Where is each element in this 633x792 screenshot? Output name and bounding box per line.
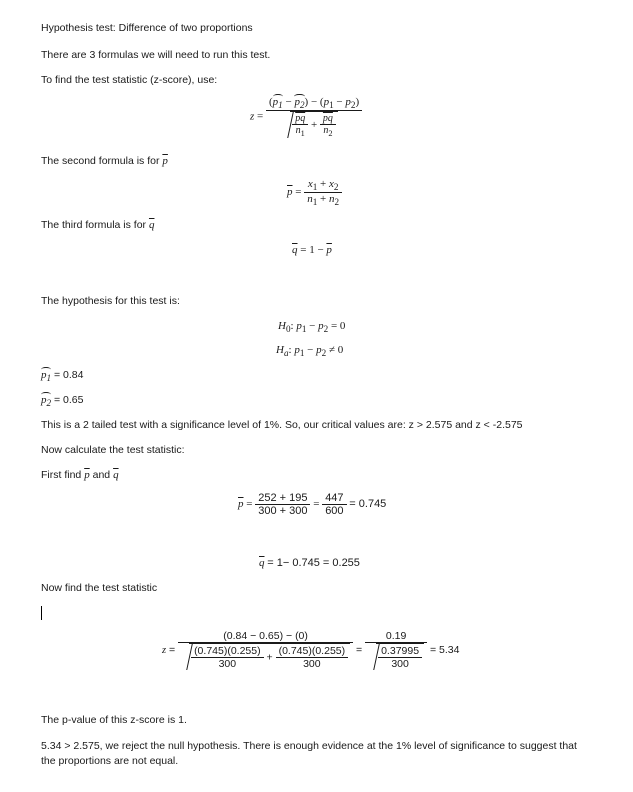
first-find: First find $\overline{p}$ and $\overline{q}$: [41, 469, 119, 481]
hypothesis-intro: The hypothesis for this test is:: [41, 295, 180, 307]
qbar-formula: $\overline{q} = 1 - \overline{p}$: [292, 244, 332, 256]
p1-hat-value: $p_1 = 0.84$: [41, 369, 84, 384]
z-formula: z = $(p_1 - p_2) - (p_1 - p_2)$ $\frac{\overline{pq}}{n_1}$ + $\frac{\overline{pq}}{n_2}$: [250, 96, 362, 138]
third-formula-label: The third formula is for $\overline{q}$: [41, 219, 155, 231]
calc-intro: Now calculate the test statistic:: [41, 444, 185, 456]
title: Hypothesis test: Difference of two proportions: [41, 22, 253, 34]
null-hypothesis: $H_0$: $p_1 - p_2 = 0$: [278, 320, 346, 335]
pbar-formula: $\overline{p}$ = $\frac{x_1 + x_2}{n_1 + n_2}$: [287, 178, 342, 207]
pbar-calculation: $\overline{p}$ = $\frac{252 + 195}{300 + 300}$ = $\frac{447}{600}$ = 0.745: [238, 492, 387, 517]
p-value-text: The p-value of this z-score is 1.: [41, 714, 187, 726]
z-formula-intro: To find the test statistic (z-score), use:: [41, 74, 218, 86]
intro-text: There are 3 formulas we will need to run this test.: [41, 49, 271, 61]
z-calculation: z = (0.84 − 0.65) − (0) $\frac{(0.745)(0.255)}{300}$ + $\frac{(0.745)(0.255)}{300}$ = $\frac{0.19}{\frac{0.37995}{300}}$ = 5.34: [162, 630, 460, 670]
qbar-calculation: $\overline{q} = 1- 0.745 = 0.255$: [259, 557, 360, 569]
alt-hypothesis: $H_a$: $p_1 - p_2 \ne 0$: [276, 344, 344, 359]
p2-hat-value: $p_2 = 0.65$: [41, 394, 84, 409]
conclusion-line-2: the proportions are not equal.: [41, 755, 179, 767]
critical-values: This is a 2 tailed test with a significance level of 1%. So, our critical values are: z > 2.575 and z < -2.575: [41, 419, 523, 431]
second-formula-label: The second formula is for $\overline{p}$: [41, 155, 168, 167]
conclusion-line-1: 5.34 > 2.575, we reject the null hypothesis. There is enough evidence at the 1% level of significance to suggest that: [41, 740, 577, 752]
text-cursor: [41, 606, 42, 620]
find-test-statistic: Now find the test statistic: [41, 582, 158, 594]
